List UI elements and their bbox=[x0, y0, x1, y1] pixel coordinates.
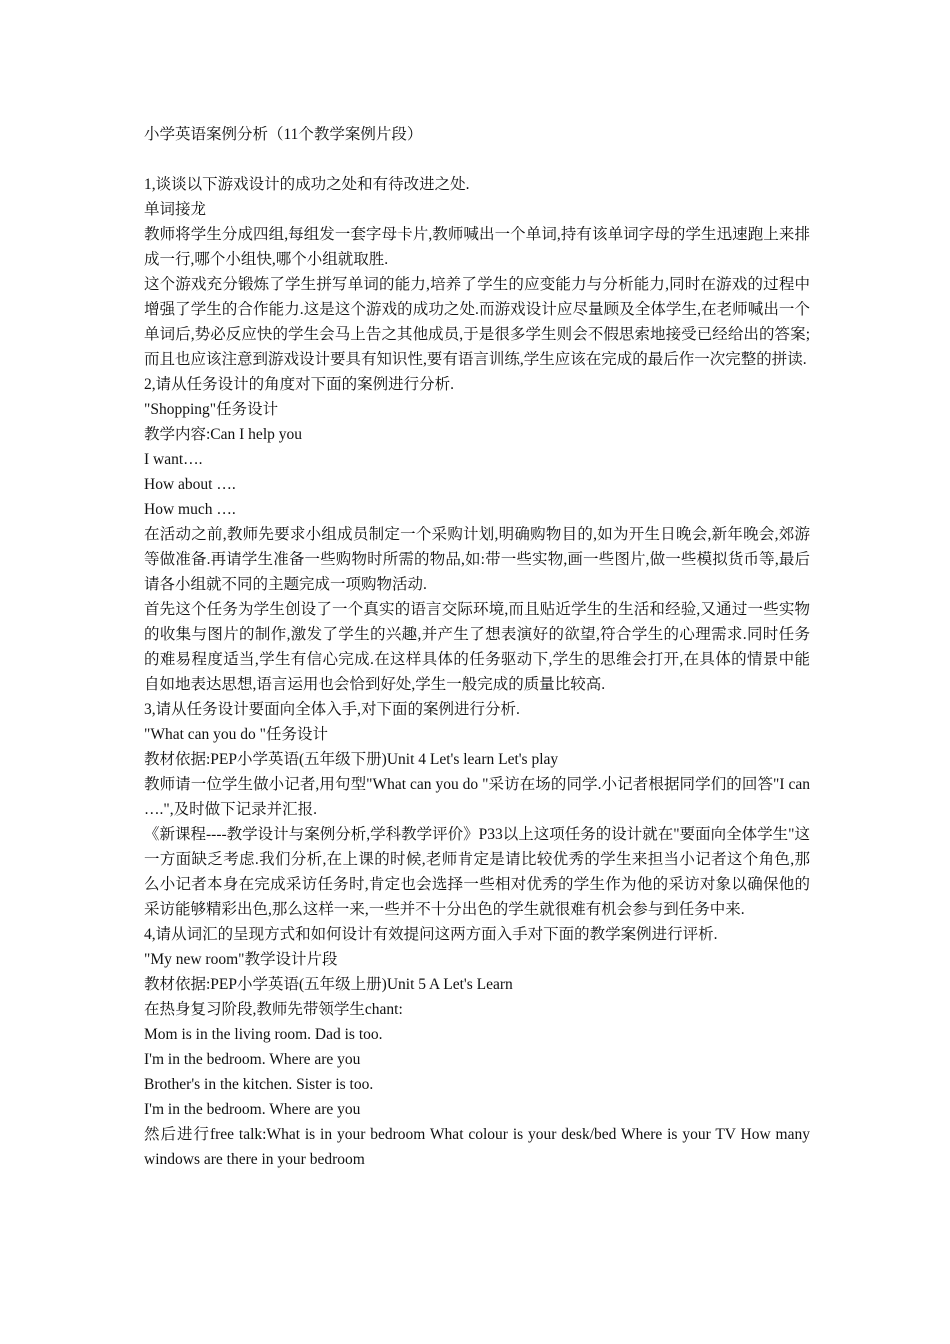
question-3-heading: 3,请从任务设计要面向全体入手,对下面的案例进行分析. bbox=[144, 701, 520, 718]
question-2-heading: 2,请从任务设计的角度对下面的案例进行分析. bbox=[144, 376, 455, 393]
case-title-word-chain: 单词接龙 bbox=[144, 201, 207, 218]
chant-line: I'm in the bedroom. Where are you bbox=[144, 1051, 361, 1068]
question-1-heading: 1,谈谈以下游戏设计的成功之处和有待改进之处. bbox=[144, 176, 470, 193]
case-1-analysis: 这个游戏充分锻炼了学生拼写单词的能力,培养了学生的应变能力与分析能力,同时在游戏的过程中增强了学生的合作能力.这是这个游戏的成功之处.而游戏设计应尽量顾及全体学生,在老师喊出一个单词后,势必反应快的学生会马上告之其他成员,于是很多学生则会不假思索地接受已经给出的答案;而且也应该注意到游戏设计要具有知识性,要有语言训练,学生应该在完成的最后作一次完整的拼读. bbox=[144, 276, 810, 368]
document-title: 小学英语案例分析（11个教学案例片段） bbox=[144, 126, 423, 143]
case-title-my-new-room: "My new room"教学设计片段 bbox=[144, 951, 338, 968]
case-3-analysis: 《新课程----教学设计与案例分析,学科教学评价》P33以上这项任务的设计就在"要面向全体学生"这一方面缺乏考虑.我们分析,在上课的时候,老师肯定是请比较优秀的学生来担当小记者这个角色,那么小记者本身在完成采访任务时,肯定也会选择一些相对优秀的学生作为他的采访对象以确保他的采访能够精彩出色,那么这样一来,一些并不十分出色的学生就很难有机会参与到任务中来. bbox=[144, 826, 810, 918]
sentence-pattern-line: How about …. bbox=[144, 476, 236, 493]
case-2-analysis: 首先这个任务为学生创设了一个真实的语言交际环境,而且贴近学生的生活和经验,又通过一些实物的收集与图片的制作,激发了学生的兴趣,并产生了想表演好的欲望,符合学生的心理需求.同时任务的难易程度适当,学生有信心完成.在这样具体的任务驱动下,学生的思维会打开,在具体的情景中能自如地表达思想,语言运用也会恰到好处,学生一般完成的质量比较高. bbox=[144, 601, 810, 693]
teaching-content-line: 教学内容:Can I help you bbox=[144, 426, 302, 443]
free-talk-paragraph: 然后进行free talk:What is in your bedroom What colour is your desk/bed Where is your TV How many windows are there in your bedroom bbox=[144, 1126, 810, 1168]
document-page bbox=[144, 122, 810, 1172]
chant-line: I'm in the bedroom. Where are you bbox=[144, 1101, 361, 1118]
textbook-reference-line: 教材依据:PEP小学英语(五年级下册)Unit 4 Let's learn Let's play bbox=[144, 751, 559, 768]
sentence-pattern-line: I want…. bbox=[144, 451, 203, 468]
chant-line: Mom is in the living room. Dad is too. bbox=[144, 1026, 383, 1043]
chant-line: Brother's in the kitchen. Sister is too. bbox=[144, 1076, 374, 1093]
textbook-reference-line: 教材依据:PEP小学英语(五年级上册)Unit 5 A Let's Learn bbox=[144, 976, 513, 993]
question-4-heading: 4,请从词汇的呈现方式和如何设计有效提问这两方面入手对下面的教学案例进行评析. bbox=[144, 926, 718, 943]
warm-up-intro-line: 在热身复习阶段,教师先带领学生chant: bbox=[144, 1001, 403, 1018]
case-3-description: 教师请一位学生做小记者,用句型"What can you do "采访在场的同学.小记者根据同学们的回答"I can ….",及时做下记录并汇报. bbox=[144, 776, 810, 818]
case-title-shopping: "Shopping"任务设计 bbox=[144, 401, 279, 418]
sentence-pattern-line: How much …. bbox=[144, 501, 236, 518]
case-title-what-can-you-do: "What can you do "任务设计 bbox=[144, 726, 328, 743]
case-2-description: 在活动之前,教师先要求小组成员制定一个采购计划,明确购物目的,如为开生日晚会,新年晚会,郊游等做准备.再请学生准备一些购物时所需的物品,如:带一些实物,画一些图片,做一些模拟货币等,最后请各小组就不同的主题完成一项购物活动. bbox=[144, 526, 810, 593]
case-1-description: 教师将学生分成四组,每组发一套字母卡片,教师喊出一个单词,持有该单词字母的学生迅速跑上来排成一行,哪个小组快,哪个小组就取胜. bbox=[144, 226, 810, 268]
